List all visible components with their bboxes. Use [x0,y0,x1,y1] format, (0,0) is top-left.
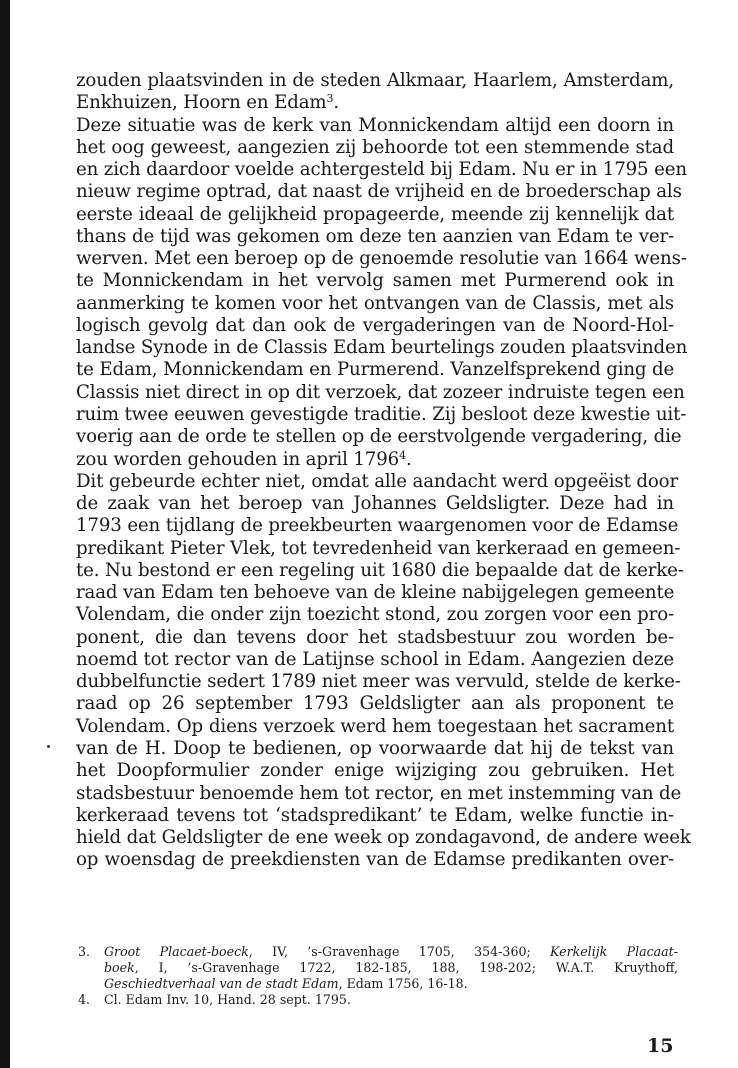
footnote-italic: Geschiedtverhaal van de stadt Edam [104,976,339,991]
body-line-text: zou worden gehouden in april 1796 [76,448,400,470]
footnote-text [104,976,468,992]
footnote-3-line [78,944,678,960]
footnote-ref-3: 3 [326,92,334,106]
body-line [76,449,674,471]
body-line-end: . [333,92,339,114]
footnote-number: 3. [78,944,91,959]
footnote-plain: , Edam 1756, 16-18. [338,976,468,991]
body-line: eerste ideaal de gelijkheid propageerde, meende zij kennelijk dat [76,203,674,225]
body-line: Dit gebeurde echter niet, omdat alle aandacht werd opgeëist door [76,470,679,492]
body-line-text: Enkhuizen, Hoorn en Edam [76,92,327,114]
footnote-3-line [78,976,678,992]
body-line: 1793 een tijdlang de preekbeurten waargenomen voor de Edamse [76,515,679,537]
body-line: raad op 26 september 1793 Geldsligter aan als proponent te [76,693,674,715]
page-number: 15 [647,1035,674,1057]
body-line: stadsbestuur benoemde hem tot rector, en met instemming van de [76,782,682,804]
body-line: Classis niet direct in op dit verzoek, dat zozeer indruiste tegen een [76,381,685,403]
footnote-text [104,944,678,960]
body-line: Volendam. Op diens verzoek werd hem toegestaan het sacrament [76,715,674,737]
body-line: noemd tot rector van de Latijnse school in Edam. Aangezien deze [76,648,674,670]
body-line-end: . [405,448,412,470]
body-line: landse Synode in de Classis Edam beurtelings zouden plaatsvinden [76,337,688,359]
body-line: te Edam, Monnickendam en Purmerend. Vanzelfsprekend ging de [76,359,675,381]
body-line: en zich daardoor voelde achtergesteld bij Edam. Nu er in 1795 een [76,159,687,181]
footnote-ref-4: 4 [399,448,406,462]
body-line: predikant Pieter Vlek, tot tevredenheid van kerkeraad en gemeen- [76,537,681,559]
body-line: hield dat Geldsligter de ene week op zondagavond, de andere week [76,827,691,849]
body-line: dubbelfunctie sedert 1789 niet meer was vervuld, stelde de kerke- [76,671,681,693]
body-text [76,70,691,872]
footnote-number: 4. [78,992,91,1007]
footnote-italic: boek [104,960,135,975]
body-line: thans de tijd was gekomen om deze ten aanzien van Edam te ver- [76,225,674,247]
body-line: ruim twee eeuwen gevestigde traditie. Zij besloot deze kwestie uit- [76,403,687,425]
footnote-italic: Kerkelijk Placaat- [550,944,678,959]
footnote-plain: , I, ’s-Gravenhage 1722, 182-185, 188, 198-202; W.A.T. Kruythoff, [134,960,678,975]
body-line: te Monnickendam in het vervolg samen met Purmerend ook in [76,270,674,292]
footnote-plain: , IV, ’s-Gravenhage 1705, 354-360; [248,944,551,959]
footnote-text: Cl. Edam Inv. 10, Hand. 28 sept. 1795. [104,992,351,1007]
body-line: Deze situatie was de kerk van Monnickendam altijd een doorn in [76,114,674,136]
footnote-3-line [78,960,678,976]
body-line: raad van Edam ten behoeve van de kleine nabijgelegen gemeente [76,582,675,604]
footnotes [78,944,678,1008]
body-line: van de H. Doop te bedienen, op voorwaarde dat hij de tekst van [76,737,674,759]
footnote-4-line [78,992,678,1008]
body-line: op woensdag de preekdiensten van de Edamse predikanten over- [76,849,674,871]
scan-edge-bar [0,0,10,1068]
body-line: werven. Met een beroep op de genoemde resolutie van 1664 wens- [76,248,687,270]
body-line: zouden plaatsvinden in de steden Alkmaar, Haarlem, Amsterdam, [76,70,674,91]
body-line: Volendam, die onder zijn toezicht stond, zou zorgen voor een pro- [76,604,674,626]
body-line: kerkeraad tevens tot ‘stadspredikant’ te Edam, welke functie in- [76,804,674,826]
body-line: aanmerking te komen voor het ontvangen van de Classis, met als [76,292,674,314]
body-line: voerig aan de orde te stellen op de eerstvolgende vergadering, die [76,426,682,448]
body-line: het Doopformulier zonder enige wijziging zou gebruiken. Het [76,760,674,782]
footnote-text [104,960,678,976]
body-line: nieuw regime optrad, dat naast de vrijheid en de broederschap als [76,181,682,203]
body-line: ponent, die dan tevens door het stadsbestuur zou worden be- [76,626,674,648]
scan-speck [47,745,50,748]
body-line: logisch gevolg dat dan ook de vergaderingen van de Noord-Hol- [76,314,674,336]
body-line: de zaak van het beroep van Johannes Geldsligter. Deze had in [76,493,674,515]
body-line: te. Nu bestond er een regeling uit 1680 die bepaalde dat de kerke- [76,559,684,581]
body-line: het oog geweest, aangezien zij behoorde tot een stemmende stad [76,136,674,158]
footnote-italic: Groot Placaet-boeck [104,944,249,959]
body-line [76,92,674,114]
